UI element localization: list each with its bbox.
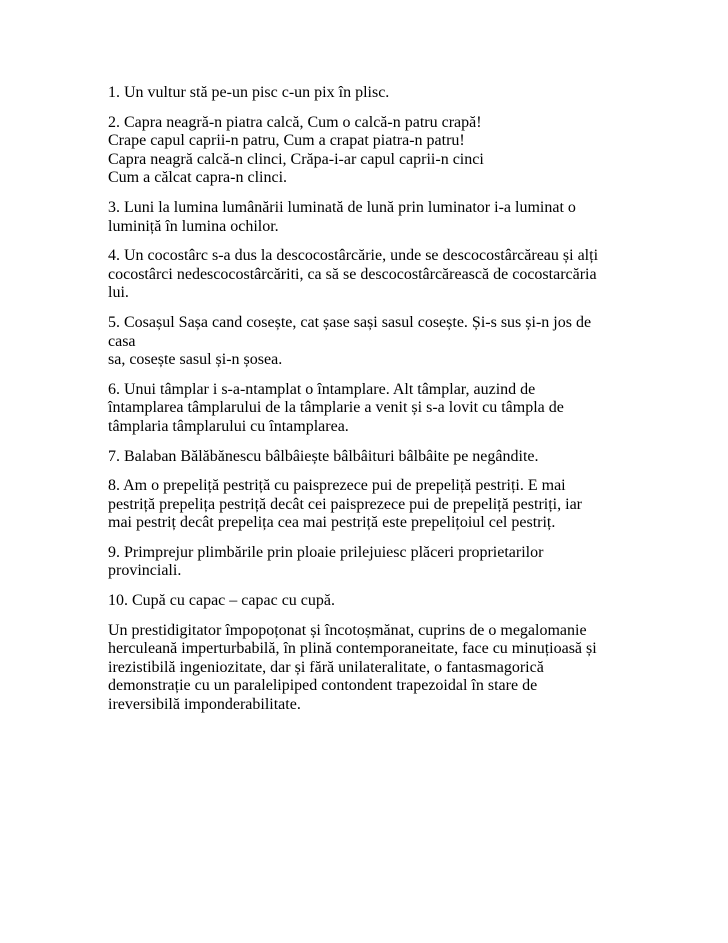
text-line: tâmplaria tâmplarului cu întamplarea. [108,417,349,435]
paragraph [108,314,628,370]
text-line: 10. Cupă cu capac – capac cu cupă. [108,592,335,610]
text-line: sa, cosește sasul și-n șosea. [108,351,283,369]
text-line: 5. Cosașul Sașa cand cosește, cat șase sași sasul cosește. Și-s sus și-n jos de [108,313,592,331]
paragraph [108,84,628,103]
text-line: 1. Un vultur stă pe-un pisc c-un pix în plisc. [108,84,390,101]
text-line: ireversibilă imponderabilitate. [108,696,301,714]
text-line: 4. Un cocostârc s-a dus la descocostârcărie, unde se descocostârcăreau și alți [108,247,599,265]
text-line: mai pestriț decât prepelița cea mai pestriță este prepelițoiul cel pestriț. [108,514,556,532]
document-page [108,84,628,726]
paragraph [108,199,628,236]
text-line: demonstrație cu un paralelipiped contondent trapezoidal în stare de [108,677,538,695]
text-line: casa [108,332,136,350]
text-line: Cum a călcat capra-n clinci. [108,169,288,187]
paragraph [108,622,628,715]
text-line: 7. Balaban Bălăbănescu bâlbâiește bâlbâituri bâlbâite pe negândite. [108,447,539,465]
text-line: 6. Unui tâmplar i s-a-ntamplat o întamplare. Alt tâmplar, auzind de [108,380,536,398]
text-line: 3. Luni la lumina lumânării luminată de lună prin luminator i-a luminat o [108,198,576,216]
text-line: Un prestidigitator împopoțonat și încotoșmănat, cuprins de o megalomanie [108,621,587,639]
paragraph [108,114,628,188]
paragraph [108,544,628,581]
text-line: cocostârci nedescocostârcăriti, ca să se descocostârcărească de cocostarcăria [108,265,597,283]
paragraph [108,247,628,303]
text-line: Crape capul caprii-n patru, Cum a crapat piatra-n patru! [108,132,465,150]
paragraph [108,592,628,611]
text-line: 9. Primprejur plimbările prin ploaie prilejuiesc plăceri proprietarilor [108,543,544,561]
text-line: irezistibilă ingeniozitate, dar și fără unilateralitate, o fantasmagorică [108,658,544,676]
text-line: herculeană imperturbabilă, în plină contemporaneitate, face cu minuțioasă și [108,640,597,658]
text-line: pestriță prepelița pestriță decât cei paisprezece pui de prepeliță pestriți, iar [108,495,582,513]
paragraph [108,448,628,467]
paragraph [108,381,628,437]
text-line: Capra neagră calcă-n clinci, Crăpa-i-ar capul caprii-n cinci [108,150,484,168]
paragraph [108,477,628,533]
text-line: întamplarea tâmplarului de la tâmplarie a venit și s-a lovit cu tâmpla de [108,399,564,417]
text-line: 8. Am o prepeliță pestriță cu paisprezece pui de prepeliță pestriți. E mai [108,477,566,495]
text-line: provinciali. [108,562,182,580]
text-line: 2. Capra neagră-n piatra calcă, Cum o calcă-n patru crapă! [108,113,482,131]
text-line: luminiță în lumina ochilor. [108,217,279,235]
text-line: lui. [108,284,129,302]
